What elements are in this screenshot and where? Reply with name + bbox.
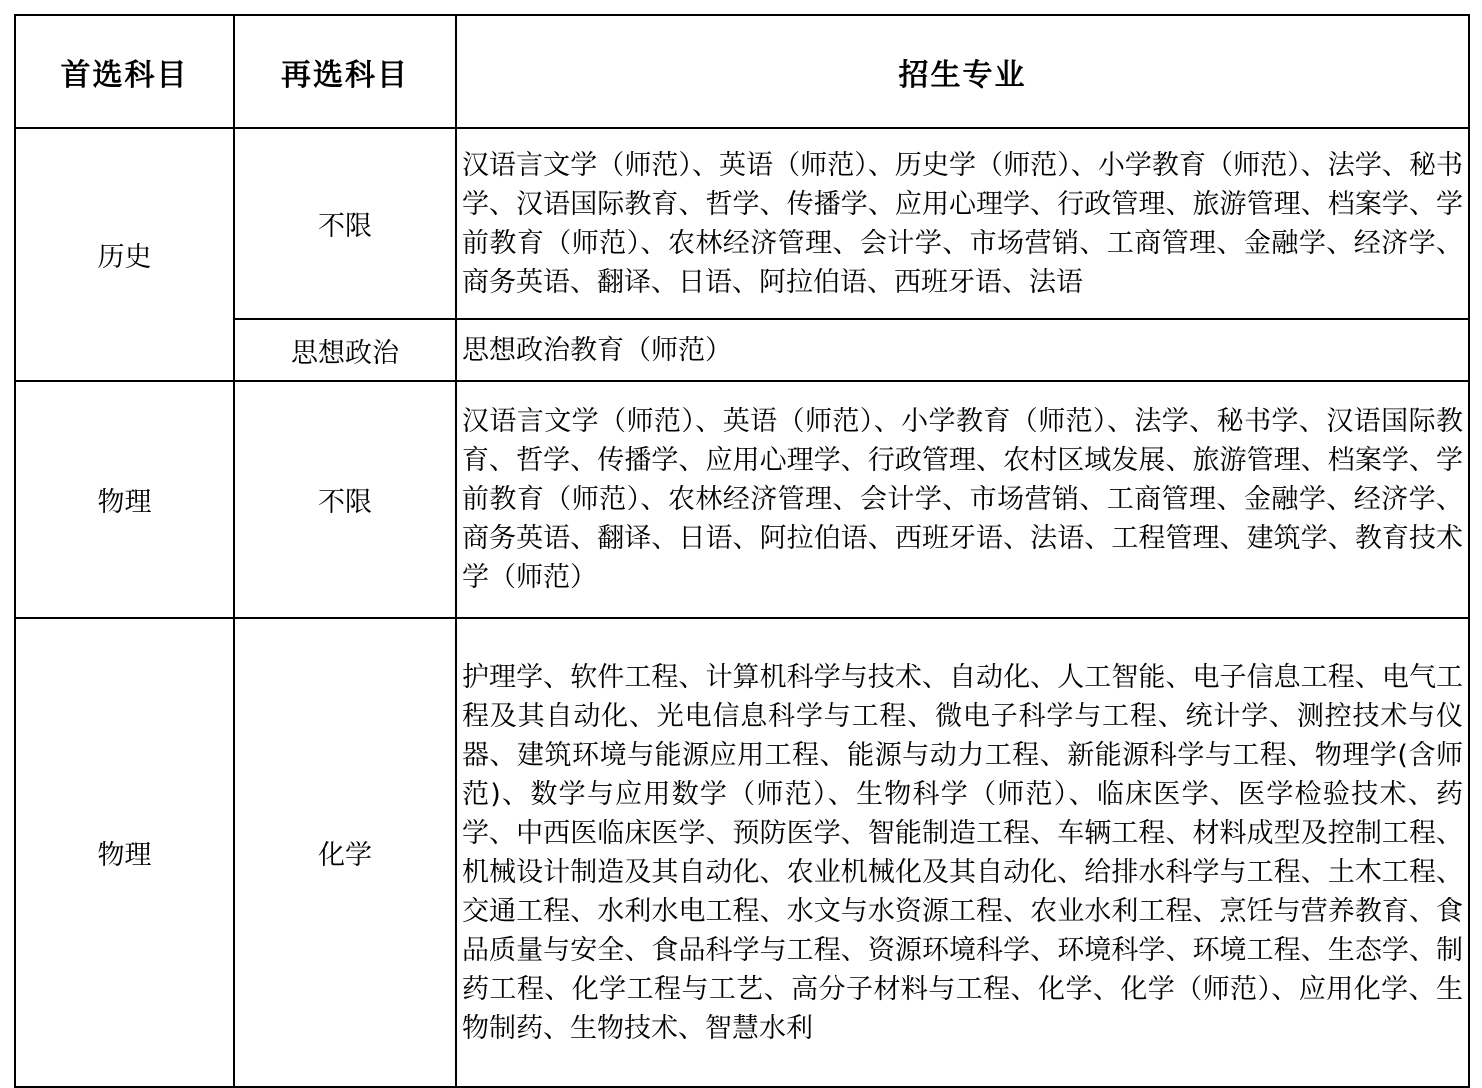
second-subject-cell-unlimited: 不限 [234,128,456,319]
table-row [15,319,1469,381]
majors-cell-history-politics: 思想政治教育（师范） [456,319,1469,381]
table-row [15,618,1469,1087]
first-subject-cell-physics: 物理 [15,381,234,618]
second-subject-cell-chemistry: 化学 [234,618,456,1087]
header-first-subject: 首选科目 [15,15,234,128]
table-row [15,381,1469,618]
first-subject-cell-history: 历史 [15,128,234,381]
majors-cell-physics-unlimited: 汉语言文学（师范）、英语（师范）、小学教育（师范）、法学、秘书学、汉语国际教育、哲学、传播学、应用心理学、行政管理、农村区域发展、旅游管理、档案学、学前教育（师范）、农林经济管理、会计学、市场营销、工商管理、金融学、经济学、商务英语、翻译、日语、阿拉伯语、西班牙语、法语、工程管理、建筑学、教育技术学（师范） [456,381,1469,618]
table-row [15,128,1469,319]
header-majors: 招生专业 [456,15,1469,128]
second-subject-cell-unlimited: 不限 [234,381,456,618]
admission-subjects-table [14,14,1470,1088]
header-row [15,15,1469,128]
majors-cell-physics-chemistry: 护理学、软件工程、计算机科学与技术、自动化、人工智能、电子信息工程、电气工程及其自动化、光电信息科学与工程、微电子科学与工程、统计学、测控技术与仪器、建筑环境与能源应用工程、能源与动力工程、新能源科学与工程、物理学(含师范)、数学与应用数学（师范）、生物科学（师范）、临床医学、医学检验技术、药学、中西医临床医学、预防医学、智能制造工程、车辆工程、材料成型及控制工程、机械设计制造及其自动化、农业机械化及其自动化、给排水科学与工程、土木工程、交通工程、水利水电工程、水文与水资源工程、农业水利工程、烹饪与营养教育、食品质量与安全、食品科学与工程、资源环境科学、环境科学、环境工程、生态学、制药工程、化学工程与工艺、高分子材料与工程、化学、化学（师范）、应用化学、生物制药、生物技术、智慧水利 [456,618,1469,1087]
majors-cell-history-unlimited: 汉语言文学（师范）、英语（师范）、历史学（师范）、小学教育（师范）、法学、秘书学、汉语国际教育、哲学、传播学、应用心理学、行政管理、旅游管理、档案学、学前教育（师范）、农林经济管理、会计学、市场营销、工商管理、金融学、经济学、商务英语、翻译、日语、阿拉伯语、西班牙语、法语 [456,128,1469,319]
header-second-subject: 再选科目 [234,15,456,128]
second-subject-cell-politics: 思想政治 [234,319,456,381]
first-subject-cell-physics: 物理 [15,618,234,1087]
